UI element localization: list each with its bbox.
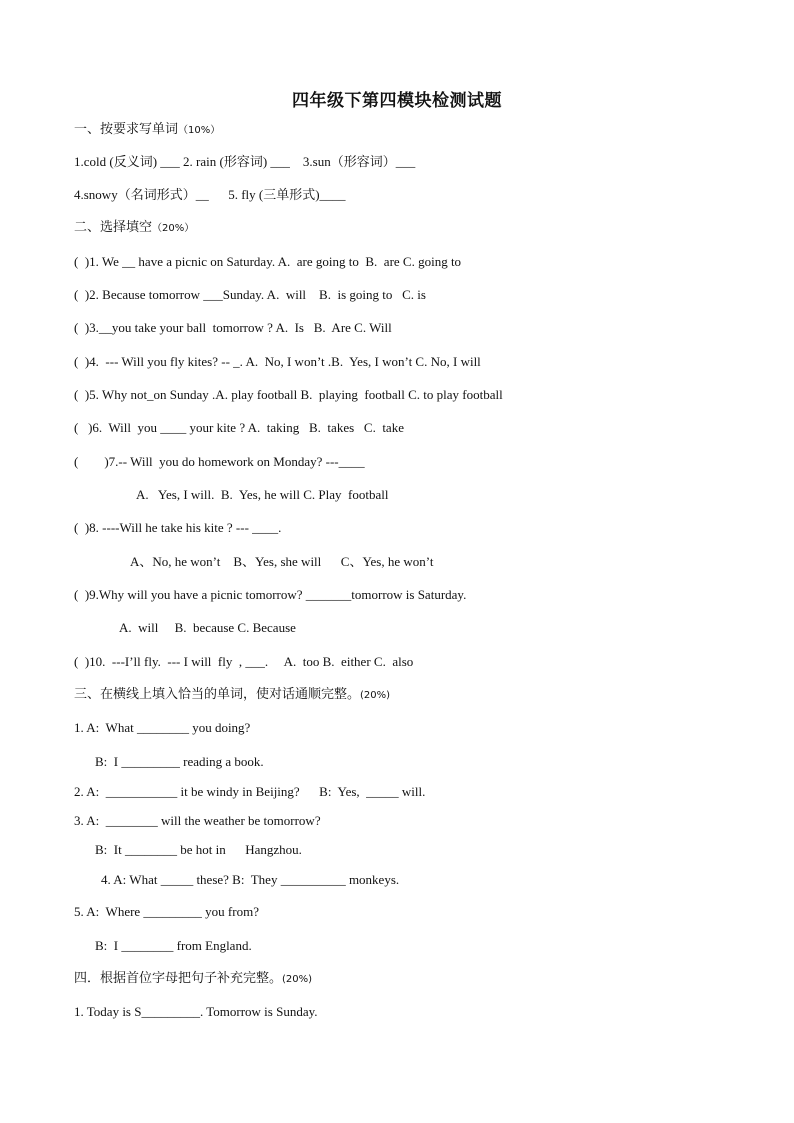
section-1-heading — [74, 122, 220, 139]
dialogue-3-b: B: It ________ be hot in Hangzhou. — [95, 842, 302, 857]
dialogue-1-a: 1. A: What ________ you doing? — [74, 720, 251, 735]
section-3-title: 三、在横线上填入恰当的单词，使对话通顺完整。 — [74, 687, 361, 702]
section-4-title: 四．根据首位字母把句子补充完整。 — [74, 971, 283, 986]
dialogue-4: 4. A: What _____ these? B: They __________ monkeys. — [101, 872, 400, 887]
section-1-title: 一、按要求写单词 — [74, 122, 179, 137]
dialogue-5-b: B: I ________ from England. — [95, 938, 252, 953]
question-9: ( )9.Why will you have a picnic tomorrow? _______tomorrow is Saturday. — [74, 587, 467, 602]
question-4: ( )4. --- Will you fly kites? -- _. A. No, I won’t .B. Yes, I won’t C. No, I will — [74, 354, 481, 369]
dialogue-5-a: 5. A: Where _________ you from? — [74, 904, 259, 919]
section-1-line-1: 1.cold (反义词) ___ 2. rain (形容词) ___ 3.sun（形容词）___ — [74, 154, 416, 169]
section-2-score: （20%） — [152, 223, 195, 234]
question-3: ( )3.__you take your ball tomorrow ? A. Is B. Are C. Will — [74, 320, 392, 335]
question-6: ( )6. Will you ____ your kite ? A. taking B. takes C. take — [74, 420, 404, 435]
dialogue-3-a: 3. A: ________ will the weather be tomorrow? — [74, 813, 321, 828]
section-3-score: (20%) — [360, 690, 391, 701]
sentence-1: 1. Today is S_________. Tomorrow is Sunday. — [74, 1004, 318, 1019]
question-2: ( )2. Because tomorrow ___Sunday. A. will B. is going to C. is — [74, 287, 426, 302]
section-1-line-2: 4.snowy（名词形式）__ 5. fly (三单形式)____ — [74, 187, 346, 202]
question-8-options: A、No, he won’t B、Yes, she will C、Yes, he won’t — [130, 554, 434, 569]
section-2-heading — [74, 220, 194, 237]
section-1-score: （10%） — [178, 125, 221, 136]
dialogue-1-b: B: I _________ reading a book. — [95, 754, 264, 769]
question-9-options: A. will B. because C. Because — [119, 620, 296, 635]
section-3-heading — [74, 687, 390, 704]
page-title: 四年级下第四模块检测试题 — [292, 91, 502, 111]
dialogue-2: 2. A: ___________ it be windy in Beijing? B: Yes, _____ will. — [74, 784, 426, 799]
question-5: ( )5. Why not_on Sunday .A. play football B. playing football C. to play football — [74, 387, 503, 402]
question-1: ( )1. We __ have a picnic on Saturday. A. are going to B. are C. going to — [74, 254, 462, 269]
question-10: ( )10. ---I’ll fly. --- I will fly , ___. A. too B. either C. also — [74, 654, 414, 669]
section-4-score: (20%) — [282, 974, 313, 985]
question-7-options: A. Yes, I will. B. Yes, he will C. Play football — [136, 487, 389, 502]
question-8: ( )8. ----Will he take his kite ? --- ____. — [74, 520, 282, 535]
question-7: ( )7.-- Will you do homework on Monday? ---____ — [74, 454, 365, 469]
section-4-heading — [74, 971, 312, 988]
section-2-title: 二、选择填空 — [74, 220, 153, 235]
